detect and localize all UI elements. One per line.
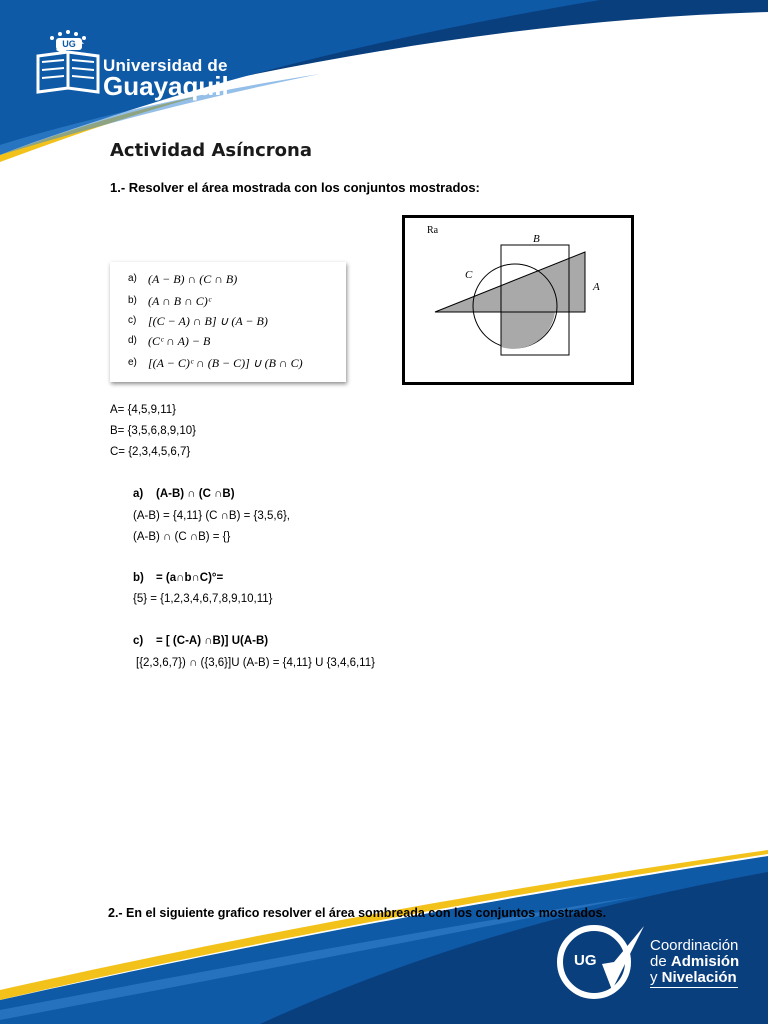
- formula-expression: (Cᶜ ∩ A) − B: [148, 334, 211, 348]
- venn-diagram: [402, 215, 634, 385]
- university-name-line2: Guayaquil: [103, 71, 229, 101]
- formula-expression: (A − B) ∩ (C ∩ B): [148, 272, 238, 286]
- formula-label: a): [128, 273, 137, 284]
- answer-a-line2: (A-B) ∩ (C ∩B) = {}: [133, 531, 231, 543]
- logo-badge: UG: [56, 38, 82, 50]
- venn-universe-label: Ra: [427, 225, 439, 236]
- footer-coordination-line1: Coordinación: [650, 937, 739, 954]
- formula-list: [110, 262, 346, 382]
- answer-b-label: b): [133, 572, 144, 584]
- formula-label: e): [128, 357, 137, 368]
- formula-expression: (A ∩ B ∩ C)ᶜ: [148, 294, 211, 308]
- answer-c-label: c): [133, 635, 144, 647]
- footer-line2-bold: Admisión: [670, 953, 740, 970]
- answer-a-label: a): [133, 488, 144, 500]
- answer-a-line1: (A-B) = {4,11} (C ∩B) = {3,5,6},: [133, 510, 290, 522]
- university-name-line1: Universidad de: [103, 56, 228, 75]
- formula-expression: [(A − C)ᶜ ∩ (B − C)] ∪ (B ∩ C): [148, 356, 303, 370]
- footer-divider: [650, 987, 738, 988]
- answer-c-heading: = [ (C-A) ∩B)] U(A-B): [156, 635, 269, 647]
- footer-coordination-line2: [650, 954, 739, 970]
- formula-expression: [(C − A) ∩ B] ∪ (A − B): [148, 314, 268, 328]
- page-title: Actividad Asíncrona: [110, 140, 312, 161]
- footer-line3-prefix: y: [650, 969, 662, 986]
- venn-label-b: B: [533, 233, 540, 245]
- answer-c-line1: [{2,3,6,7}) ∩ ({3,6}]U (A-B) = {4,11} U {3,4,6,11}: [136, 657, 375, 669]
- venn-diagram-graphic: [405, 218, 631, 382]
- formula-label: c): [128, 315, 137, 326]
- formula-label: b): [128, 295, 137, 306]
- coordination-logo-icon: [554, 918, 646, 1008]
- footer-logo-badge: UG: [574, 952, 597, 969]
- formula-label: d): [128, 335, 137, 346]
- venn-label-a: A: [593, 281, 600, 293]
- set-a: A= {4,5,9,11}: [110, 404, 176, 416]
- answer-a-heading: (A-B) ∩ (C ∩B): [156, 488, 235, 500]
- footer-line2-prefix: de: [650, 953, 671, 970]
- venn-label-c: C: [465, 269, 473, 281]
- footer-line3-bold: Nivelación: [661, 969, 737, 986]
- footer-coordination-line3: [650, 970, 737, 986]
- question-2: 2.- En el siguiente grafico resolver el área sombreada con los conjuntos mostrados.: [108, 906, 607, 920]
- answer-b-line1: {5} = {1,2,3,4,6,7,8,9,10,11}: [133, 593, 273, 605]
- answer-b-heading: = (a∩b∩C)°=: [156, 572, 224, 584]
- set-b: B= {3,5,6,8,9,10}: [110, 425, 197, 437]
- set-c: C= {2,3,4,5,6,7}: [110, 446, 191, 458]
- question-1: 1.- Resolver el área mostrada con los conjuntos mostrados:: [110, 180, 480, 195]
